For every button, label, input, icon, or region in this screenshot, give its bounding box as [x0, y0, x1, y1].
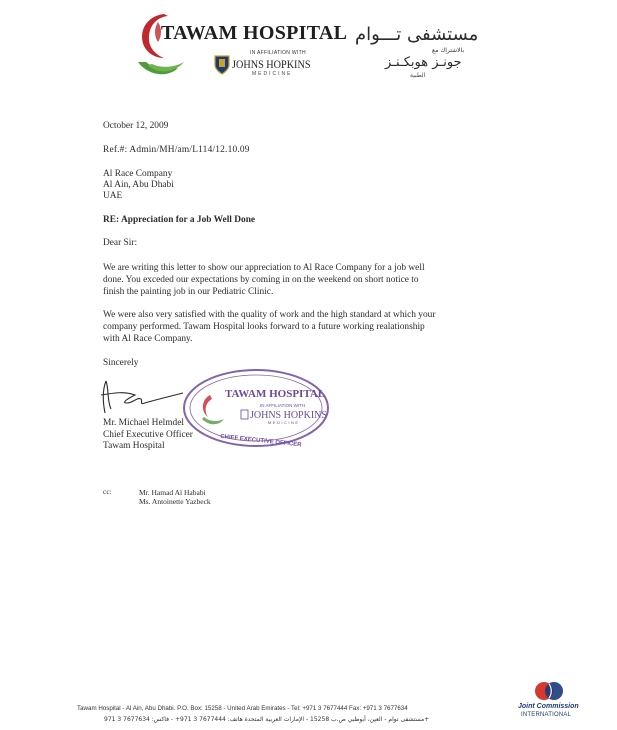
- johns-hopkins-sub: MEDICINE: [252, 71, 293, 77]
- paragraph-line: with Al Race Company.: [103, 334, 193, 344]
- cc-recipient: Mr. Hamad Al Hababi: [139, 488, 206, 497]
- salutation: Dear Sir:: [103, 238, 138, 248]
- signer-organization: Tawam Hospital: [103, 441, 165, 451]
- joint-commission-sub: INTERNATIONAL: [521, 712, 572, 718]
- affiliation-label: IN AFFILIATION WITH: [250, 50, 306, 56]
- paragraph-line: We were also very satisfied with the quality of work and the high standard at which your: [103, 310, 436, 320]
- johns-hopkins-name-ar: جونـز هوبكـنـز: [385, 55, 462, 70]
- affiliation-label-ar: بالاشتراك مع: [432, 47, 464, 54]
- recipient-address-line: Al Ain, Abu Dhabi: [103, 180, 174, 190]
- stamp-jh-sub: MEDICINE: [268, 420, 300, 425]
- johns-hopkins-shield-icon: [214, 55, 230, 80]
- stamp-jh: JOHNS HOPKINS: [250, 410, 327, 421]
- cc-recipient: Ms. Antoinette Yazbeck: [139, 497, 211, 506]
- closing: Sincerely: [103, 358, 139, 368]
- paragraph-line: done. You exceded our expectations by coming in on the weekend on short notice to: [103, 275, 419, 285]
- signer-title: Chief Executive Officer: [103, 430, 193, 440]
- brand-name-en: TAWAM HOSPITAL: [161, 22, 348, 44]
- signer-name: Mr. Michael Helmdel: [103, 418, 184, 428]
- footer-address-ar: مستشفى توام - العين، أبوظبي ص.ب 15258 - الإمارات العربية المتحدة هاتف: 7677444 3 971+ - فاكس: 7677634 3 971+: [104, 716, 430, 723]
- handwritten-signature: [97, 373, 187, 423]
- recipient-address-line: UAE: [103, 191, 123, 201]
- subject-line: RE: Appreciation for a Job Well Done: [103, 215, 256, 225]
- stamp-office: CHIEF EXECUTIVE OFFICER: [219, 433, 302, 449]
- letter-date: October 12, 2009: [103, 121, 169, 131]
- stamp-brand: TAWAM HOSPITAL: [225, 388, 326, 400]
- cc-label: cc:: [103, 487, 112, 496]
- reference-number: Ref.#: Admin/MH/am/L114/12.10.09: [103, 145, 250, 155]
- official-stamp: [180, 367, 330, 454]
- tawam-crescent-icon: [134, 10, 192, 80]
- paragraph-line: We are writing this letter to show our appreciation to Al Race Company for a job well: [103, 263, 425, 273]
- recipient-address-line: Al Race Company: [103, 169, 173, 179]
- stamp-affiliation: IN AFFILIATION WITH: [260, 403, 306, 408]
- brand-name-ar: مستشفى تـــوام: [355, 24, 479, 45]
- paragraph-line: company performed. Tawam Hospital looks forward to a future working realationship: [103, 322, 425, 332]
- johns-hopkins-name: JOHNS HOPKINS: [232, 57, 311, 71]
- joint-commission-name: Joint Commission: [518, 703, 579, 710]
- johns-hopkins-sub-ar: الطبية: [410, 72, 426, 79]
- footer-address-en: Tawam Hospital - Al Ain, Abu Dhabi. P.O. Box: 15258 - United Arab Emirates - Tel: +971 3 7677444 Fax: +971 3 7677634: [77, 705, 408, 712]
- paragraph-line: finish the painting job in our Pediatric Clinic.: [103, 287, 274, 297]
